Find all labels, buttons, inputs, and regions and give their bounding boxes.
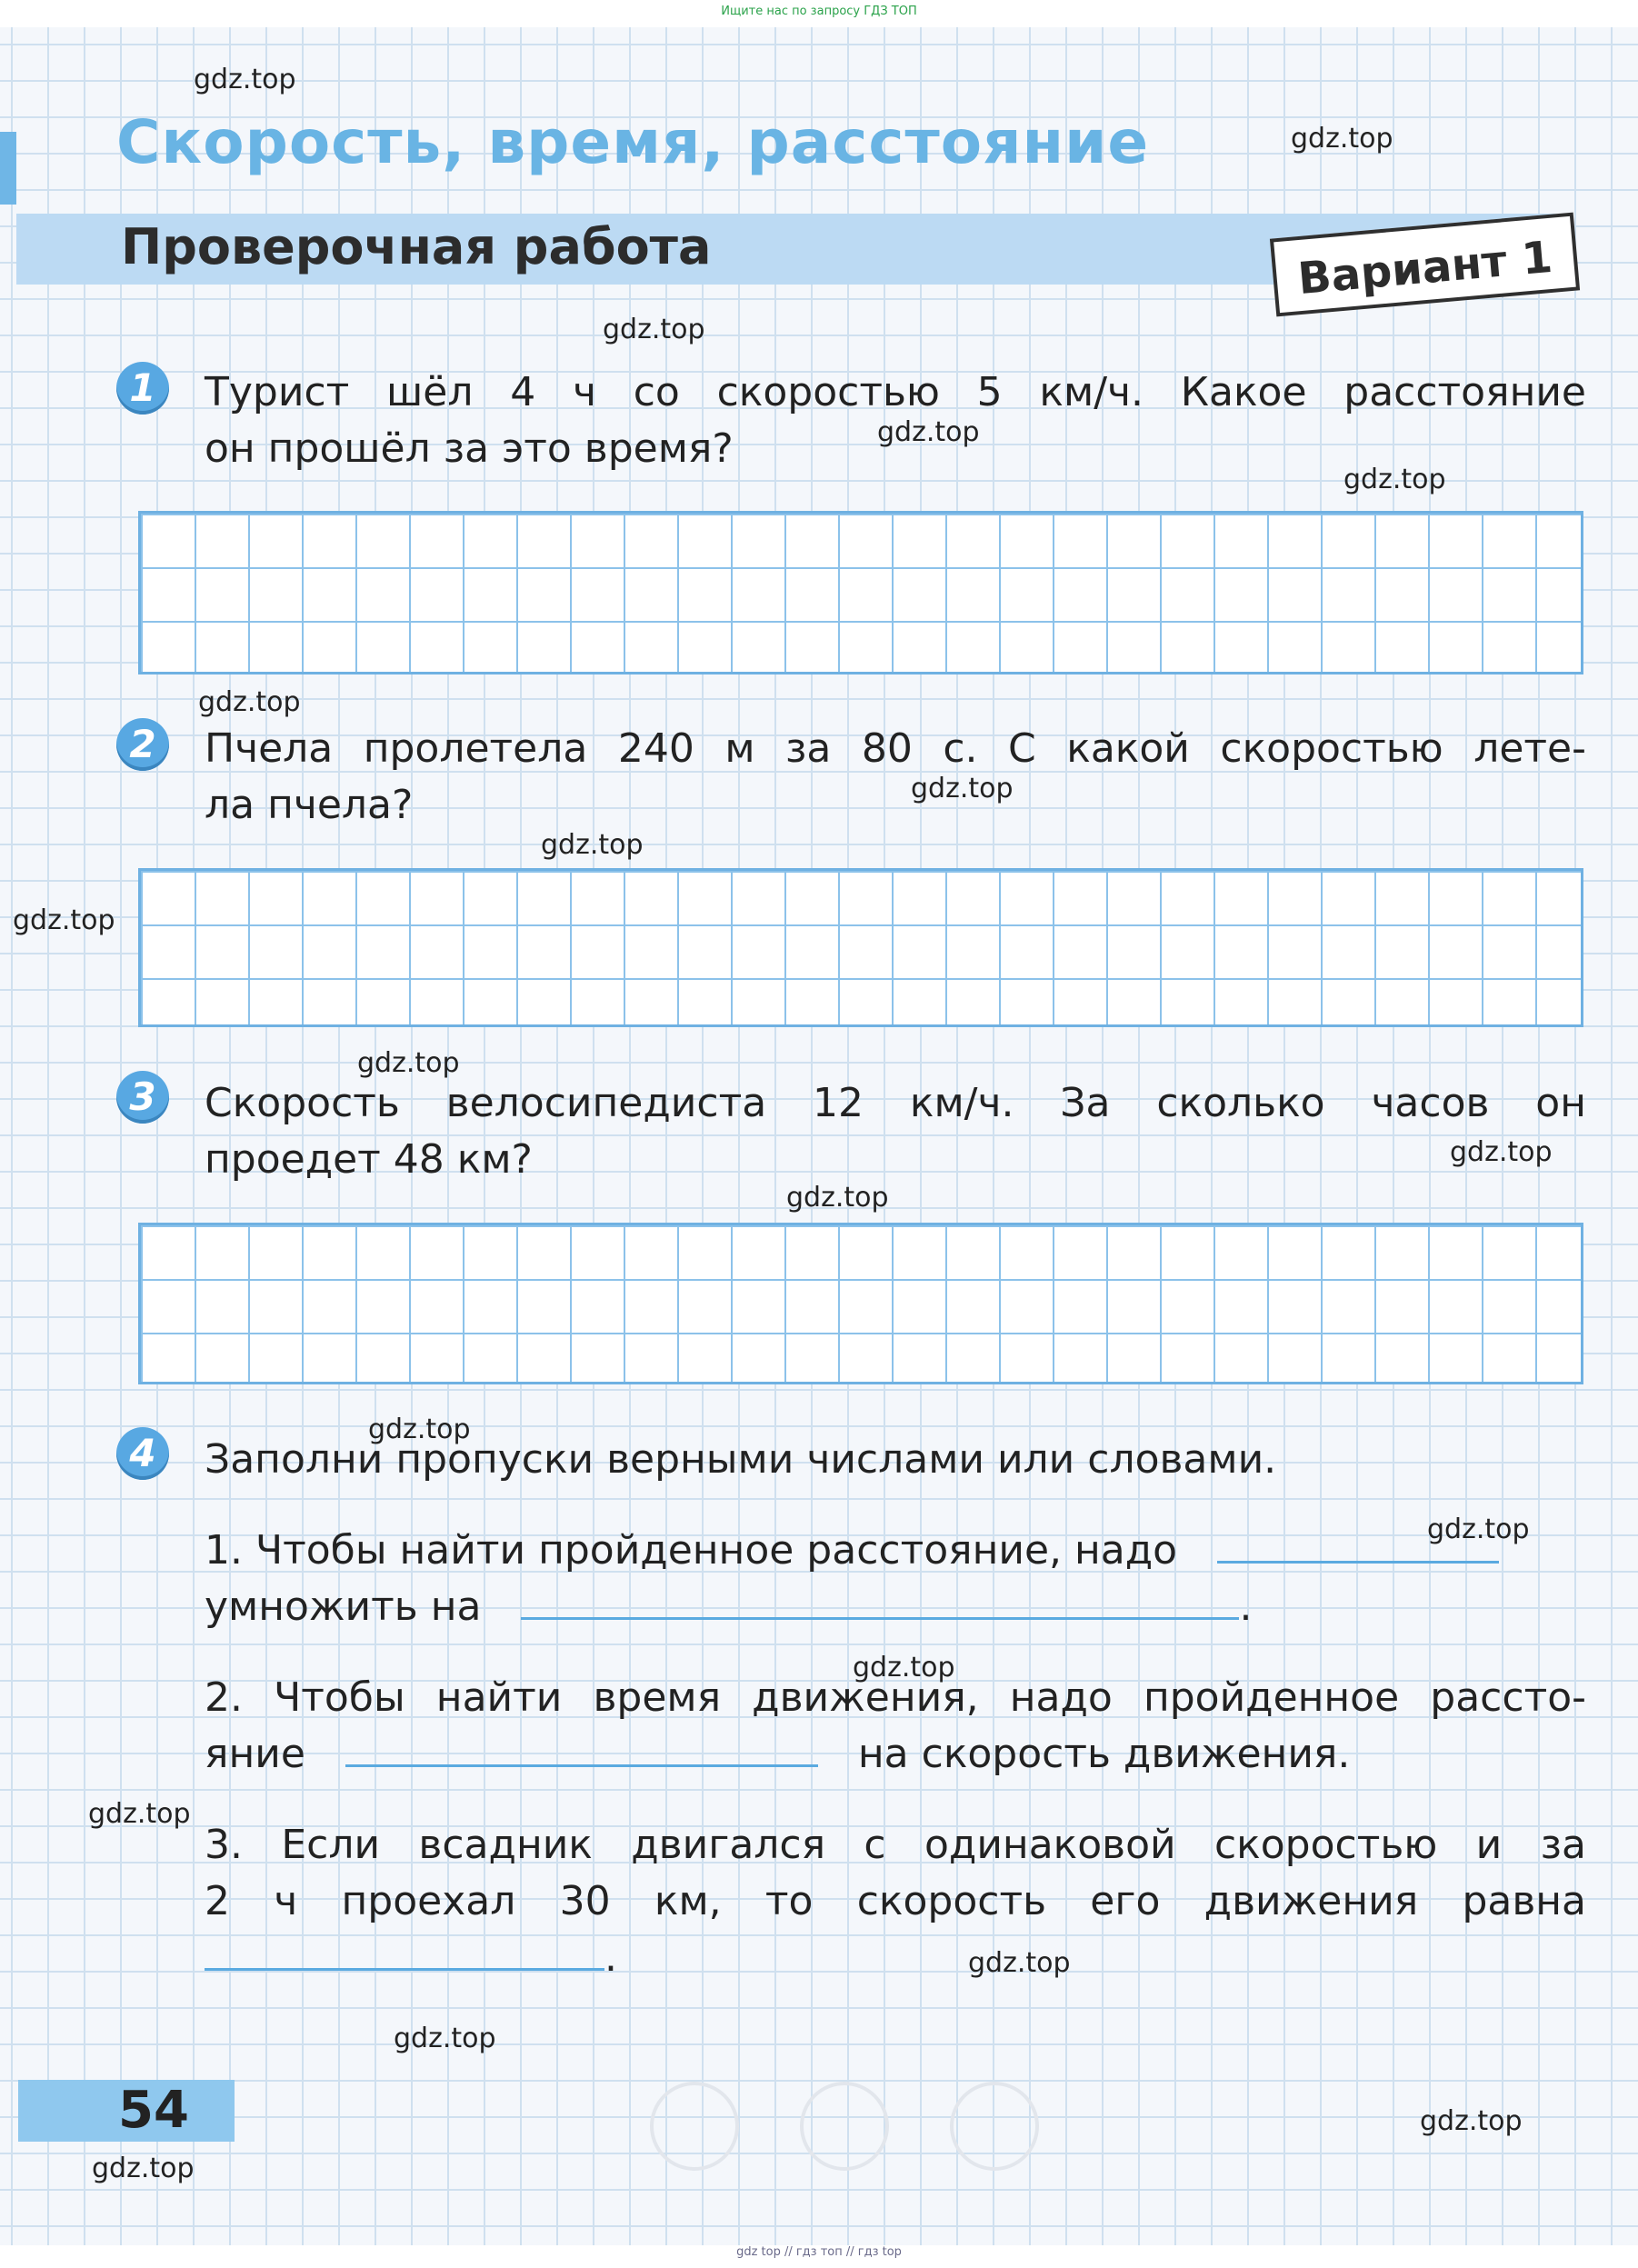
task-number-3-badge: 3 (116, 1071, 169, 1124)
task-4-item-3-line-1: 3. Если всадник двигался с одинаковой скоростью и за (205, 1822, 1586, 1868)
task-4-item-1-blank-1[interactable] (1217, 1561, 1499, 1564)
task-2-line-2: ла пчела? (205, 782, 414, 828)
task-4-item-1-text-b: умножить на (205, 1584, 482, 1630)
bottom-note: gdz top // гдз топ // гдз top (736, 2245, 902, 2259)
watermark: gdz.top (394, 2023, 496, 2054)
task-3-line-2: проедет 48 км? (205, 1136, 533, 1183)
page-subtitle: Проверочная работа (121, 218, 712, 275)
happy-face-icon (950, 2082, 1039, 2171)
task-4-item-3-blank[interactable] (205, 1968, 604, 1971)
task-1-line-1: Турист шёл 4 ч со скоростью 5 км/ч. Какое расстояние (205, 369, 1586, 415)
neutral-face-icon (800, 2082, 889, 2171)
task-2-answer-grid[interactable] (138, 868, 1583, 1027)
task-4-item-2-text-c: на скорость движения. (857, 1731, 1351, 1777)
task-1-answer-grid[interactable] (138, 511, 1583, 674)
task-number-2-badge: 2 (116, 718, 169, 771)
task-4-item-1-text-a: 1. Чтобы найти пройденное расстояние, надо (205, 1527, 1178, 1574)
task-4-instruction: Заполни пропуски верными числами или словами. (205, 1436, 1277, 1483)
watermark: gdz.top (92, 2153, 195, 2184)
task-4-item-1-blank-2[interactable] (521, 1617, 1239, 1620)
watermark: gdz.top (968, 1947, 1071, 1979)
watermark: gdz.top (198, 686, 301, 718)
watermark: gdz.top (368, 1414, 471, 1445)
watermark: gdz.top (357, 1047, 460, 1079)
variant-stamp: Вариант 1 (1270, 213, 1580, 317)
page-number: 54 (18, 2080, 235, 2142)
task-4-item-3-line-2: 2 ч проехал 30 км, то скорость его движения равна (205, 1878, 1586, 1924)
watermark: gdz.top (1343, 464, 1446, 495)
task-number-1-badge: 1 (116, 362, 169, 415)
task-1-line-2: он прошёл за это время? (205, 425, 734, 472)
task-4-item-3-period: . (604, 1934, 617, 1981)
task-4-item-2-blank[interactable] (345, 1764, 818, 1767)
watermark: gdz.top (194, 64, 296, 95)
watermark: gdz.top (911, 773, 1014, 804)
task-4-item-2-line-2 (205, 1731, 1586, 1777)
task-3-line-1: Скорость велосипедиста 12 км/ч. За сколько часов он (205, 1080, 1586, 1126)
task-4-item-3-line-3 (205, 1934, 1586, 1981)
watermark: gdz.top (88, 1798, 191, 1830)
watermark: gdz.top (541, 829, 644, 861)
watermark: gdz.top (1420, 2105, 1523, 2137)
watermark: gdz.top (1291, 123, 1393, 155)
watermark: gdz.top (1450, 1136, 1553, 1168)
task-4-item-1-line-1 (205, 1527, 1586, 1574)
top-note: Ищите нас по запросу ГДЗ ТОП (721, 5, 917, 18)
sad-face-icon (650, 2082, 739, 2171)
watermark: gdz.top (1427, 1514, 1530, 1545)
task-number-4-badge: 4 (116, 1427, 169, 1480)
task-3-answer-grid[interactable] (138, 1223, 1583, 1384)
watermark: gdz.top (603, 314, 705, 345)
task-4-item-1-period: . (1239, 1584, 1253, 1630)
task-2-line-1: Пчела пролетела 240 м за 80 с. С какой скоростью лете- (205, 725, 1586, 772)
watermark: gdz.top (853, 1652, 955, 1684)
page-title: Скорость, время, расстояние (116, 107, 1150, 177)
left-margin-strip (0, 132, 16, 205)
watermark: gdz.top (877, 416, 980, 448)
watermark: gdz.top (13, 904, 115, 936)
watermark: gdz.top (786, 1182, 889, 1214)
task-4-item-2-line-1: 2. Чтобы найти время движения, надо пройденное рассто- (205, 1674, 1586, 1721)
task-4-item-2-text-b: яние (205, 1731, 305, 1777)
task-4-item-1-line-2 (205, 1584, 1586, 1630)
